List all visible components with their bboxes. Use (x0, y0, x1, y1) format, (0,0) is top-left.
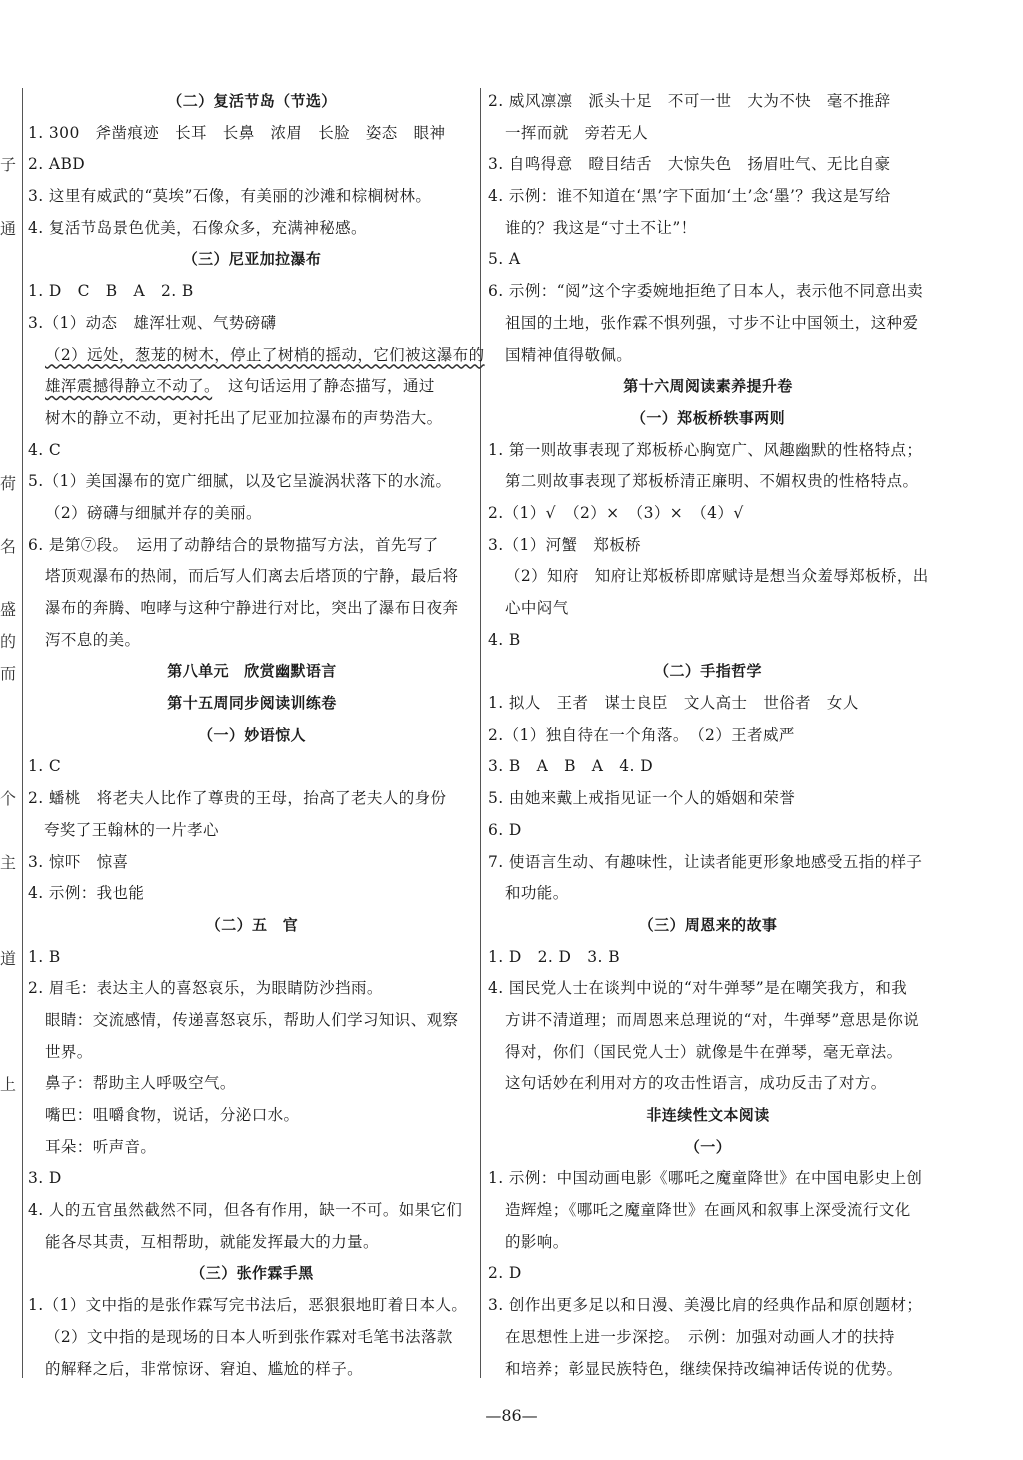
answer-line: 2. 蟠桃 将老夫人比作了尊贵的王母，抬高了老夫人的身份 (28, 789, 447, 808)
answer-line: 谁的？我这是“寸土不让”！ (505, 218, 697, 237)
answer-line: 3.（1）动态 雄浑壮观、气势磅礴 (28, 313, 277, 332)
answer-line: 4. 人的五官虽然截然不同，但各有作用，缺一不可。如果它们 (28, 1201, 463, 1220)
edge-char: 子 (0, 155, 17, 174)
answer-line: 2.（1）√ （2）× （3）× （4）√ (488, 503, 744, 522)
answer-line: 3. B A B A 4. D (488, 757, 654, 776)
answer-line: 6. D (488, 820, 522, 839)
answer-line: 世界。 (45, 1042, 93, 1061)
answer-line: 第二则故事表现了郑板桥清正廉明、不媚权贵的性格特点。 (505, 472, 919, 491)
answer-line: 3. 这里有威武的“莫埃”石像，有美丽的沙滩和棕榈树林。 (28, 187, 432, 206)
edge-char: 盛 (0, 600, 17, 619)
answer-line: 1. 示例：中国动画电影《哪吒之魔童降世》在中国电影史上创 (488, 1169, 923, 1188)
answer-line: 4. 复活节岛景色优美，石像众多，充满神秘感。 (28, 218, 367, 237)
edge-char: 的 (0, 632, 17, 651)
left-column (28, 86, 485, 1385)
right-column (488, 86, 928, 1385)
section-title: （一）郑板桥轶事两则 (630, 408, 785, 427)
answer-line: 树木的静立不动，更衬托出了尼亚加拉瀑布的声势浩大。 (45, 408, 443, 427)
answer-line: 1. D C B A 2. B (28, 282, 194, 301)
section-title: （二）五 官 (205, 915, 299, 934)
previous-page-edge (0, 0, 17, 1400)
answer-line: （2）知府 知府让郑板桥即席赋诗是想当众羞辱郑板桥，出 (505, 567, 929, 586)
section-title: （三）尼亚加拉瀑布 (182, 250, 322, 269)
answer-line: 1. 300 斧凿痕迹 长耳 长鼻 浓眉 长脸 姿态 眼神 (28, 123, 446, 142)
answer-line: 鼻子：帮助主人呼吸空气。 (45, 1074, 236, 1093)
section-title: （三）周恩来的故事 (638, 915, 778, 934)
answer-line: 1. D 2. D 3. B (488, 947, 620, 966)
answer-line: 5.（1）美国瀑布的宽广细腻，以及它呈漩涡状落下的水流。 (28, 472, 452, 491)
answer-line: （2）磅礴与细腻并存的美丽。 (45, 503, 262, 522)
answer-line: 造辉煌；《哪吒之魔童降世》在画风和叙事上深受流行文化 (505, 1201, 911, 1220)
answer-line: 2. 眉毛：表达主人的喜怒哀乐，为眼睛防沙挡雨。 (28, 979, 383, 998)
answer-line: 的解释之后，非常惊讶、窘迫、尴尬的样子。 (45, 1359, 364, 1378)
edge-char: 通 (0, 219, 17, 238)
answer-line: 瀑布的奔腾、咆哮与这种宁静进行对比，突出了瀑布日夜奔 (45, 599, 459, 617)
edge-char: 上 (0, 1075, 17, 1094)
section-subtitle: （一） (684, 1137, 732, 1156)
answer-line: 2. ABD (28, 155, 86, 174)
answer-line: 4. C (28, 440, 62, 459)
answer-line: 能各尽其责，互相帮助，就能发挥最大的力量。 (45, 1232, 379, 1251)
section-title: （二）复活节岛（节选） (167, 92, 337, 110)
week-title: 第十五周同步阅读训练卷 (167, 694, 337, 713)
answer-line: 1. C (28, 757, 62, 776)
week-title: 第十六周阅读素养提升卷 (623, 377, 793, 396)
answer-line: 得对，你们（国民党人士）就像是牛在弹琴，毫无章法。 (505, 1042, 903, 1061)
answer-line: 3. D (28, 1169, 62, 1188)
answer-line: 6. 是第⑦段。 运用了动静结合的景物描写方法，首先写了 (28, 535, 439, 554)
answer-line: 3. 自鸣得意 瞪目结舌 大惊失色 扬眉吐气、无比自豪 (488, 155, 891, 174)
answer-line: 眼睛：交流感情，传递喜怒哀乐，帮助人们学习知识、观察 (45, 1010, 459, 1029)
answer-line: 2. D (488, 1264, 522, 1283)
answer-line: 6. 示例：“阅”这个字委婉地拒绝了日本人，表示他不同意出卖 (488, 282, 924, 301)
answer-line: 3.（1）河蟹 郑板桥 (488, 535, 642, 554)
answer-line: 一挥而就 旁若无人 (505, 123, 649, 142)
answer-line: 4. 示例：谁不知道在‘黑’字下面加‘土’念‘墨’？我这是写给 (488, 187, 891, 206)
answer-line: 2.（1）独自待在一个角落。 （2）王者威严 (488, 725, 795, 744)
page-number: —86— (485, 1406, 538, 1425)
answer-line: 5. A (488, 250, 521, 269)
section-title: （二）手指哲学 (654, 662, 762, 681)
answer-line: 祖国的土地，张作霖不惧列强，寸步不让中国领土，这种爱 (505, 313, 919, 332)
answer-line: 5. 由她来戴上戒指见证一个人的婚姻和荣誉 (488, 789, 796, 808)
answer-line: 的影响。 (505, 1232, 569, 1251)
answer-line: （2）文中指的是现场的日本人听到张作霖对毛笔书法落款 (45, 1327, 453, 1346)
answer-line (28, 371, 476, 403)
edge-char: 名 (0, 537, 17, 556)
answer-line: 1. B (28, 947, 61, 966)
answer-line: 3. 惊吓 惊喜 (28, 852, 129, 871)
answer-line: 4. 国民党人士在谈判中说的“对牛弹琴”是在嘲笑我方，和我 (488, 979, 908, 998)
answer-line-underlined: （2）远处，葱茏的树木，停止了树梢的摇动，它们被这瀑布的 (45, 345, 485, 364)
answer-line: 7. 使语言生动、有趣味性，让读者能更形象地感受五指的样子 (488, 852, 923, 871)
answer-line: 和培养；彰显民族特色，继续保持改编神话传说的优势。 (505, 1359, 903, 1378)
answer-line: 1. 拟人 王者 谋士良臣 文人高士 世俗者 女人 (488, 694, 859, 713)
section-title: （三）张作霖手黑 (190, 1264, 314, 1283)
section-title: 非连续性文本阅读 (646, 1106, 770, 1124)
answer-line: 1. 第一则故事表现了郑板桥心胸宽广、风趣幽默的性格特点； (488, 440, 923, 459)
underlined-sentence: 雄浑震撼得静立不动了。 (45, 377, 213, 396)
edge-char: 个 (0, 789, 17, 808)
answer-line: 在思想性上进一步深挖。 示例：加强对动画人才的扶持 (505, 1327, 895, 1346)
answer-line: 国精神值得敬佩。 (505, 345, 633, 364)
answer-line: 1.（1）文中指的是张作霖写完书法后，恶狠狠地盯着日本人。 (28, 1296, 468, 1315)
answer-line: 夸奖了王翰林的一片孝心 (44, 820, 219, 839)
unit-title: 第八单元 欣赏幽默语言 (167, 662, 337, 681)
answer-line: 4. 示例：我也能 (28, 884, 145, 903)
answer-line: 2. 威风凛凛 派头十足 不可一世 大为不快 毫不推辞 (488, 92, 891, 110)
answer-line: 这句话妙在利用对方的攻击性语言，成功反击了对方。 (505, 1074, 887, 1093)
answer-text: 这句话运用了静态描写，通过 (212, 377, 435, 396)
column-rule-center (480, 88, 481, 1378)
answer-line: 方讲不清道理；而周恩来总理说的“对，牛弹琴”意思是你说 (505, 1010, 920, 1029)
column-rule-left (22, 88, 23, 1378)
answer-line: 泻不息的美。 (45, 630, 141, 649)
edge-char: 荷 (0, 474, 17, 493)
answer-line: 4. B (488, 630, 521, 649)
answer-line: 3. 创作出更多足以和日漫、美漫比肩的经典作品和原创题材； (488, 1296, 923, 1315)
edge-char: 而 (0, 664, 17, 683)
section-title: （一）妙语惊人 (198, 725, 306, 744)
answer-line: 耳朵：听声音。 (45, 1137, 157, 1156)
edge-char: 道 (0, 949, 17, 968)
answer-line: 心中闷气 (505, 599, 569, 617)
answer-line: 塔顶观瀑布的热闹，而后写人们离去后塔顶的宁静，最后将 (45, 567, 459, 586)
answer-line: 嘴巴：咀嚼食物，说话，分泌口水。 (45, 1106, 300, 1124)
edge-char: 主 (0, 853, 17, 872)
answer-line: 和功能。 (505, 884, 569, 903)
